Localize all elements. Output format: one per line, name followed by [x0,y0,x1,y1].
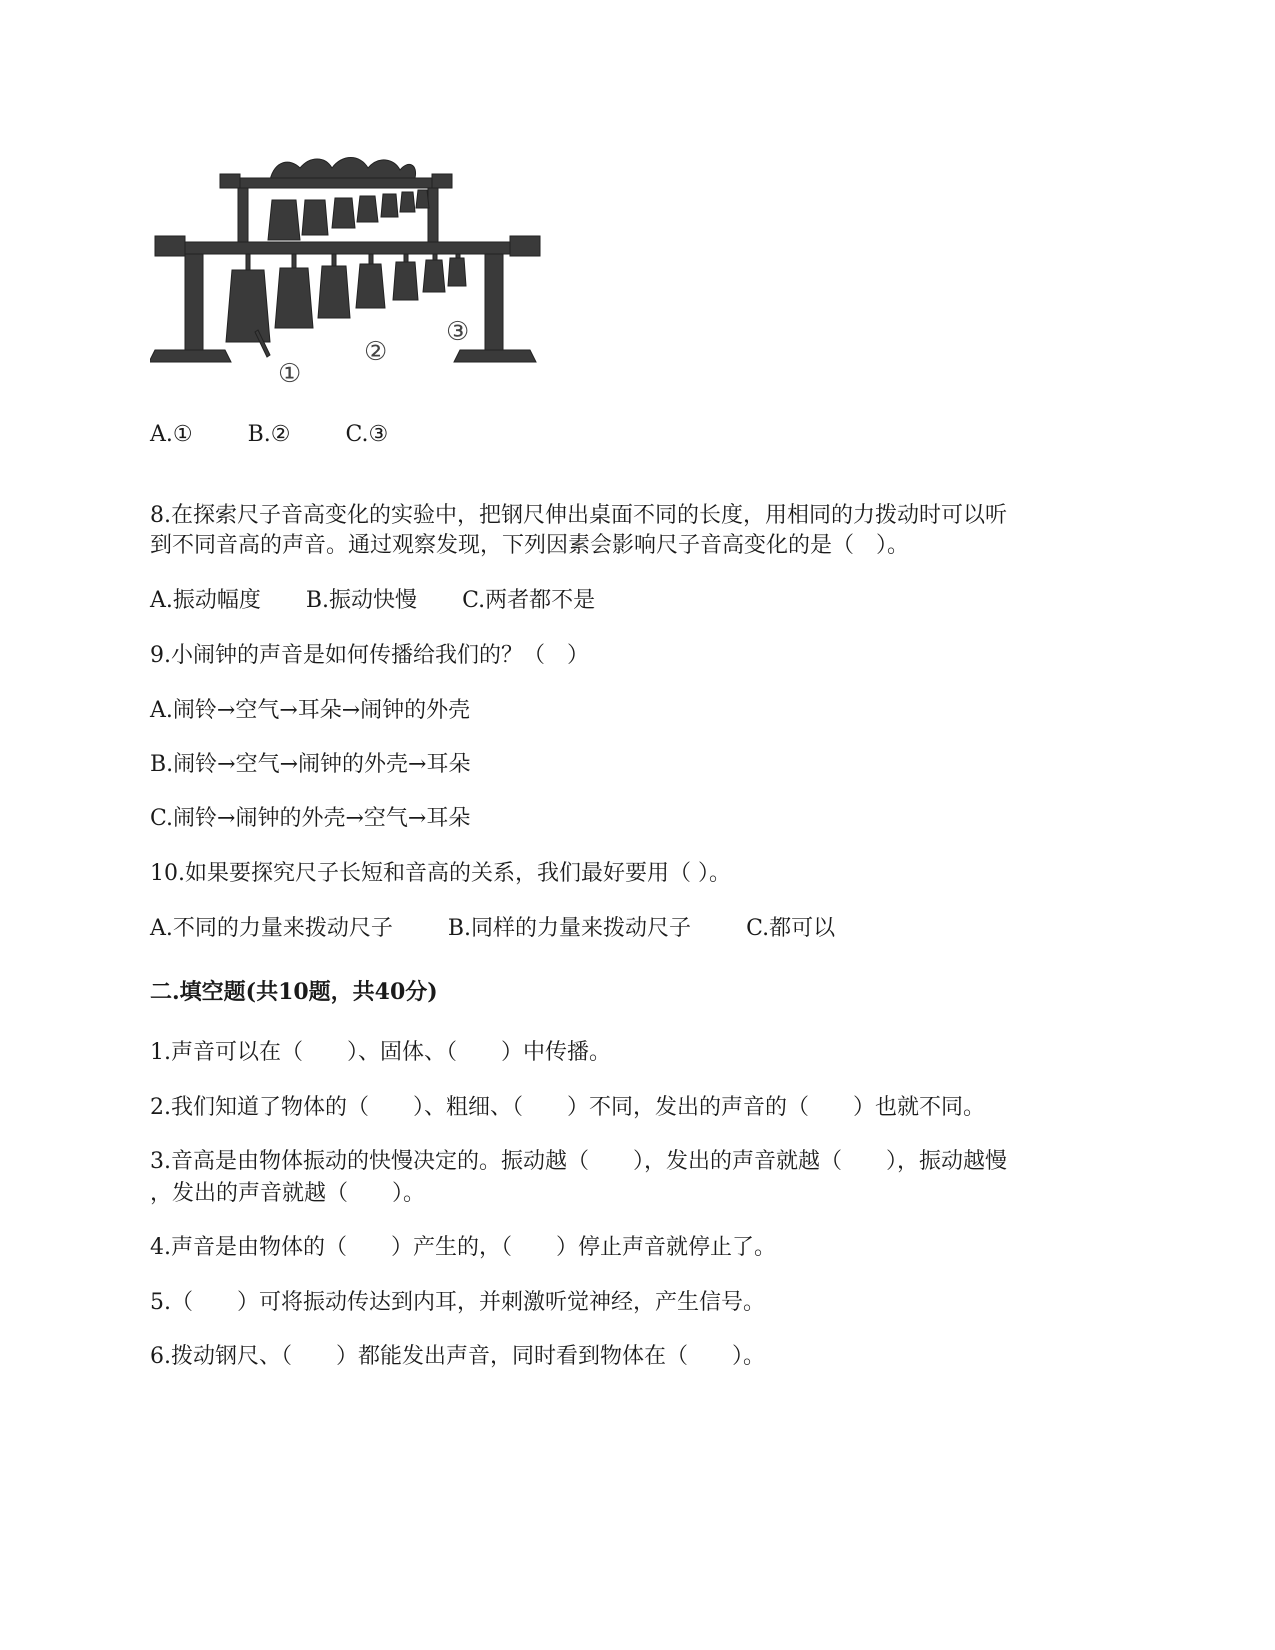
q7-option-c: C.③ [345,422,389,447]
q8-question-line-1: 8.在探索尺子音高变化的实验中，把钢尺伸出桌面不同的长度，用相同的力拨动时可以听 [150,503,1007,528]
q8-option-c: C.两者都不是 [462,588,596,613]
label-2: ② [364,337,388,367]
q10-option-c: C.都可以 [746,916,836,941]
q8-question-line-2: 到不同音高的声音。通过观察发现，下列因素会影响尺子音高变化的是（ ）。 [150,533,910,558]
fill-item-5: 5.（ ）可将振动传达到内耳，并刺激听觉神经，产生信号。 [150,1290,765,1315]
fill-item-2: 2.我们知道了物体的（ ）、粗细、（ ）不同，发出的声音的（ ）也就不同。 [150,1095,985,1120]
fill-item-3-line-1: 3.音高是由物体振动的快慢决定的。振动越（ ），发出的声音就越（ ），振动越慢 [150,1149,1007,1174]
q7-options [150,419,388,451]
q7-option-a: A.① [150,422,193,447]
q10-options [150,913,835,945]
q8-options [150,585,595,617]
label-1: ① [278,359,302,389]
label-3: ③ [446,317,470,347]
fill-item-3-line-2: ，发出的声音就越（ ）。 [150,1181,426,1206]
q7-option-b: B.② [247,422,291,447]
q8-option-b: B.振动快慢 [305,588,418,613]
q8-option-a: A.振动幅度 [150,588,261,613]
q10-option-a: A.不同的力量来拨动尺子 [150,916,393,941]
q9-option-b: B.闹铃→空气→闹钟的外壳→耳朵 [150,752,471,777]
q10-question: 10.如果要探究尺子长短和音高的关系，我们最好要用（ ）。 [150,861,731,886]
q10-option-b: B.同样的力量来拨动尺子 [447,916,692,941]
fill-item-1: 1.声音可以在（ ）、固体、（ ）中传播。 [150,1040,611,1065]
q9-question: 9.小闹钟的声音是如何传播给我们的？（ ） [150,643,589,668]
q9-option-a: A.闹铃→空气→耳朵→闹钟的外壳 [150,698,471,723]
fill-item-6: 6.拨动钢尺、（ ）都能发出声音，同时看到物体在（ ）。 [150,1344,765,1369]
fill-item-4: 4.声音是由物体的（ ）产生的，（ ）停止声音就停止了。 [150,1235,776,1260]
q9-option-c: C.闹铃→闹钟的外壳→空气→耳朵 [150,806,471,831]
section-2-heading: 二.填空题(共10题，共40分) [150,979,438,1005]
bianzhong-bells-image [150,150,560,390]
